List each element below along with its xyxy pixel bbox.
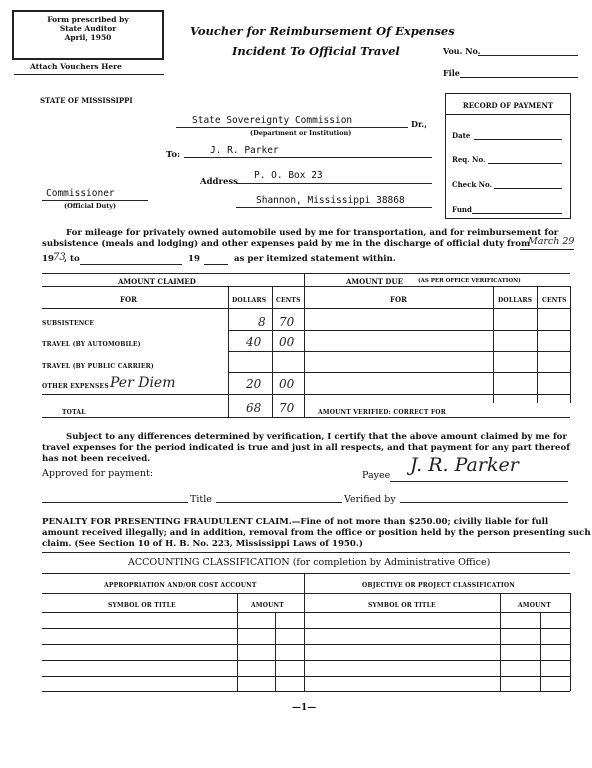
address-line2: Shannon, Mississippi 38868 <box>256 195 405 206</box>
row-label: TRAVEL (BY PUBLIC CARRIER) <box>42 363 154 370</box>
verified-by-label: Verified by <box>344 494 396 505</box>
certify-line2: travel expenses for the period indicated is true and just in all respects, and that payment for any part thereof <box>42 443 570 453</box>
dollars-header-left: DOLLARS <box>232 297 267 304</box>
title-label: Title <box>190 494 212 505</box>
total-cents: 70 <box>279 401 295 415</box>
approved-label: Approved for payment: <box>42 468 154 479</box>
year-prefix: 19 <box>42 254 54 264</box>
row-cents: 00 <box>279 377 295 391</box>
amount-due-header: AMOUNT DUE <box>346 277 403 286</box>
year2-label: 19 <box>188 254 200 264</box>
prescribed-line2: State Auditor <box>59 24 117 33</box>
record-date-label: Date <box>452 131 471 140</box>
amount-due-note: (AS PER OFFICE VERIFICATION) <box>418 278 521 284</box>
row-cents: 70 <box>279 315 295 329</box>
prescribed-line3: April, 1950 <box>64 33 112 42</box>
amount-header-left: AMOUNT <box>251 602 284 609</box>
address-line1: P. O. Box 23 <box>254 170 323 181</box>
record-check-label: Check No. <box>452 180 493 189</box>
vou-no-label: Vou. No. <box>443 46 481 56</box>
mileage-text1: For mileage for privately owned automobile used by me for transportation, and for reimbursement for <box>66 228 559 238</box>
file-label: File <box>443 68 460 78</box>
department-caption: (Department or Institution) <box>250 129 352 137</box>
page-number: —1— <box>292 703 317 713</box>
attach-vouchers-label: Attach Vouchers Here <box>30 62 122 71</box>
from-date: March 29 <box>528 236 575 247</box>
row-dollars: 40 <box>246 335 262 349</box>
mileage-text3: as per itemized statement within. <box>234 254 396 264</box>
payee-signature: J. R. Parker <box>410 454 519 476</box>
penalty-line3: claim. (See Section 10 of H. B. No. 223, Mississippi Laws of 1950.) <box>42 539 363 549</box>
objective-header: OBJECTIVE OR PROJECT CLASSIFICATION <box>362 582 515 589</box>
certify-line3: has not been received. <box>42 454 151 464</box>
department-suffix: Dr., <box>411 119 427 129</box>
amount-header-right: AMOUNT <box>518 602 551 609</box>
penalty-line2: amount received illegally; and in addition, removal from the office or position held by the person presenting such <box>42 528 591 538</box>
row-label: OTHER EXPENSES <box>42 383 109 390</box>
amount-verified-label: AMOUNT VERIFIED: CORRECT FOR <box>318 409 446 416</box>
duty-value: Commissioner <box>46 188 115 199</box>
certify-line1: Subject to any differences determined by verification, I certify that the above amount claimed by me for <box>66 432 567 442</box>
row-label: TRAVEL (BY AUTOMOBILE) <box>42 341 141 348</box>
state-label: STATE OF MISSISSIPPI <box>40 96 133 105</box>
total-dollars: 68 <box>246 401 262 415</box>
symbol-header-right: SYMBOL OR TITLE <box>368 602 436 609</box>
prescribed-box <box>12 10 164 60</box>
duty-caption: (Official Duty) <box>64 202 117 210</box>
row-handwritten: Per Diem <box>110 375 176 391</box>
cents-header-left: CENTS <box>276 297 301 304</box>
record-title: RECORD OF PAYMENT <box>462 101 554 110</box>
row-dollars: 20 <box>246 377 262 391</box>
record-of-payment-box <box>445 93 571 219</box>
address-label: Address <box>200 177 238 187</box>
department-value: State Sovereignty Commission <box>192 115 353 126</box>
form-title: Voucher for Reimbursement Of Expenses <box>190 24 455 38</box>
year-to: , to <box>64 254 80 264</box>
penalty-text: PENALTY FOR PRESENTING FRAUDULENT CLAIM.—Fine of not more than $250.00; civilly liable for full <box>42 517 549 527</box>
form-subtitle: Incident To Official Travel <box>232 44 400 58</box>
to-value: J. R. Parker <box>210 145 279 156</box>
payee-label: Payee <box>362 470 391 481</box>
row-cents: 00 <box>279 335 295 349</box>
appropriation-header: APPROPRIATION AND/OR COST ACCOUNT <box>104 582 257 589</box>
record-req-label: Req. No. <box>452 155 486 164</box>
symbol-header-left: SYMBOL OR TITLE <box>108 602 176 609</box>
record-fund-label: Fund <box>452 205 472 214</box>
year-value: 73 <box>53 252 66 263</box>
penalty-line1 <box>42 517 548 528</box>
for-header-right: FOR <box>390 295 407 304</box>
accounting-title: ACCOUNTING CLASSIFICATION (for completion by Administrative Office) <box>128 557 491 568</box>
row-dollars: 8 <box>258 315 266 329</box>
prescribed-line1: Form prescribed by <box>47 15 129 24</box>
total-label: TOTAL <box>62 409 86 416</box>
cents-header-right: CENTS <box>542 297 567 304</box>
row-label: SUBSISTENCE <box>42 320 95 327</box>
dollars-header-right: DOLLARS <box>498 297 533 304</box>
to-label: To: <box>166 150 181 160</box>
amount-claimed-header: AMOUNT CLAIMED <box>118 277 196 286</box>
mileage-text2: subsistence (meals and lodging) and other expenses paid by me in the discharge of official duty from <box>42 239 531 249</box>
for-header-left: FOR <box>120 295 137 304</box>
